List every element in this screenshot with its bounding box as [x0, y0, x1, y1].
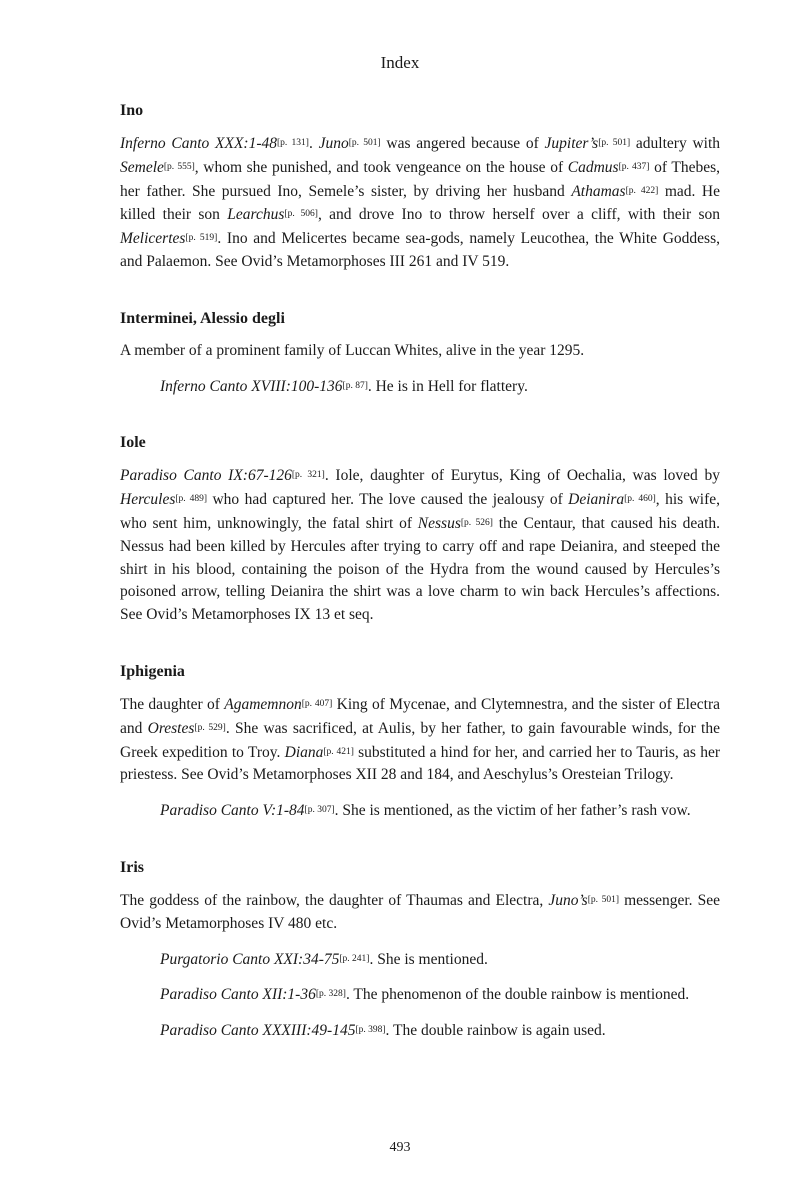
- body-text: , whom she punished, and took vengeance on the house of: [194, 158, 568, 176]
- canto-reference-paragraph: [120, 799, 720, 823]
- italic-reference: Cadmus: [567, 158, 619, 176]
- index-entry: [120, 661, 720, 823]
- index-content: [120, 100, 720, 1077]
- body-text: messenger. See Ovid’s Metamorphoses IV 480 etc.: [120, 891, 721, 932]
- page-ref-marker: [p. 501]: [348, 138, 381, 148]
- body-text: . The phenomenon of the double rainbow is mentioned.: [345, 986, 690, 1004]
- italic-reference: Inferno Canto XXX:1-48: [120, 135, 277, 152]
- body-text: the Centaur, that caused his death. Nessus had been killed by Hercules after trying to carry off and rape Deianira, and steeped the shirt in his blood, containing the poison of the Hydra from the wound caused by Hercules’s poisoned arrow, telling Deianira the shirt was a love charm to win back Hercules’s affections. See Ovid’s Metamorphoses IX 13 et seq.: [120, 514, 721, 624]
- italic-reference: Purgatorio Canto XXI:34-75: [160, 950, 340, 968]
- canto-reference-paragraph: [120, 1019, 720, 1043]
- page-ref-marker: [p. 307]: [304, 805, 335, 816]
- entry-heading: Interminei, Alessio degli: [120, 309, 285, 327]
- body-text: The goddess of the rainbow, the daughter of Thaumas and Electra,: [120, 891, 549, 909]
- page-ref-marker: [p. 437]: [618, 161, 650, 172]
- page-ref-marker: [p. 321]: [291, 470, 325, 481]
- page-ref-marker: [p. 421]: [323, 746, 354, 757]
- body-text: who had captured her. The love caused the jealousy of: [207, 491, 569, 509]
- body-text: adultery with: [630, 135, 721, 152]
- body-text: , his wife, who sent him, unknowingly, the fatal shirt of: [120, 491, 721, 532]
- italic-reference: Orestes: [147, 719, 195, 737]
- italic-reference: Melicertes: [120, 230, 186, 248]
- body-text: of Thebes, her father. She pursued Ino, Semele’s sister, by driving her husband: [120, 158, 720, 200]
- body-text: mad. He killed their son: [120, 182, 720, 224]
- italic-reference: Juno’s: [548, 891, 588, 909]
- body-text: King of Mycenae, and Clytemnestra, and the sister of Electra and: [120, 695, 720, 737]
- body-text: . She is mentioned.: [369, 950, 488, 968]
- page-ref-marker: [p. 328]: [315, 989, 346, 1000]
- page-ref-marker: [p. 131]: [277, 138, 309, 148]
- entry-heading: Iole: [120, 434, 146, 452]
- canto-reference-paragraph: [120, 983, 720, 1007]
- italic-reference: Nessus: [417, 514, 461, 532]
- canto-reference-paragraph: [120, 948, 720, 972]
- body-text: . He is in Hell for flattery.: [367, 377, 528, 395]
- page-ref-marker: [p. 506]: [284, 209, 318, 220]
- entry-description: [120, 693, 720, 787]
- page-ref-marker: [p. 407]: [301, 698, 333, 709]
- italic-reference: Agamemnon: [224, 695, 302, 713]
- entry-description: [120, 132, 720, 274]
- italic-reference: Juno: [318, 135, 349, 152]
- italic-reference: Semele: [120, 158, 164, 176]
- page-number: 493: [389, 1140, 411, 1155]
- page-ref-marker: [p. 501]: [587, 894, 619, 905]
- entry-description: [120, 340, 720, 363]
- index-entry: [120, 308, 720, 399]
- body-text: A member of a prominent family of Luccan Whites, alive in the year 1295.: [120, 341, 585, 359]
- page-ref-marker: [p. 519]: [185, 233, 218, 244]
- italic-reference: Deianira: [568, 491, 625, 509]
- page-ref-marker: [p. 241]: [339, 953, 370, 964]
- running-header: Index: [380, 53, 420, 72]
- page-ref-marker: [p. 526]: [460, 517, 493, 528]
- page-ref-marker: [p. 87]: [342, 380, 368, 391]
- italic-reference: Paradiso Canto V:1-84: [160, 802, 305, 820]
- page-ref-marker: [p. 422]: [625, 185, 659, 196]
- entry-heading: Ino: [120, 102, 144, 119]
- index-entry: [120, 857, 720, 1043]
- index-entry: [120, 432, 720, 627]
- page-ref-marker: [p. 555]: [163, 161, 195, 172]
- index-entry: [120, 100, 720, 274]
- entry-description: [120, 464, 720, 627]
- italic-reference: Inferno Canto XVIII:100-136: [160, 377, 343, 395]
- body-text: . Ino and Melicertes became sea-gods, namely Leucothea, the White Goddess, and Palaemon. See Ovid’s Metamorphoses III 261 and IV 519.: [120, 230, 720, 270]
- body-text: . She is mentioned, as the victim of her father’s rash vow.: [334, 802, 691, 820]
- body-text: . She was sacrificed, at Aulis, by her father, to gain favourable winds, for the Greek expedition to Troy.: [120, 719, 720, 761]
- italic-reference: Paradiso Canto IX:67-126: [120, 467, 292, 485]
- italic-reference: Hercules: [120, 491, 176, 509]
- italic-reference: Paradiso Canto XII:1-36: [160, 986, 316, 1004]
- italic-reference: Athamas: [571, 182, 626, 200]
- page-ref-marker: [p. 398]: [355, 1025, 386, 1036]
- italic-reference: Diana: [284, 743, 324, 761]
- body-text: was angered because of: [380, 135, 545, 152]
- page-ref-marker: [p. 529]: [194, 722, 226, 733]
- body-text: . The double rainbow is again used.: [385, 1022, 606, 1040]
- entry-heading: Iris: [120, 858, 144, 876]
- canto-reference-paragraph: [120, 375, 720, 399]
- italic-reference: Learchus: [227, 206, 285, 224]
- page-ref-marker: [p. 501]: [598, 138, 631, 148]
- body-text: , and drove Ino to throw herself over a cliff, with their son: [317, 206, 720, 224]
- italic-reference: Paradiso Canto XXXIII:49-145: [160, 1022, 356, 1040]
- page-ref-marker: [p. 460]: [624, 494, 656, 505]
- body-text: substituted a hind for her, and carried her to Tauris, as her priestess. See Ovid’s Metamorphoses XII 28 and 184, and Aeschylus’s Oresteian Trilogy.: [120, 743, 720, 784]
- body-text: .: [308, 135, 319, 152]
- body-text: . Iole, daughter of Eurytus, King of Oechalia, was loved by: [324, 467, 721, 485]
- entry-heading: Iphigenia: [120, 662, 185, 680]
- body-text: The daughter of: [120, 695, 225, 713]
- page-ref-marker: [p. 489]: [175, 494, 208, 505]
- italic-reference: Jupiter’s: [544, 135, 599, 152]
- entry-description: [120, 889, 720, 936]
